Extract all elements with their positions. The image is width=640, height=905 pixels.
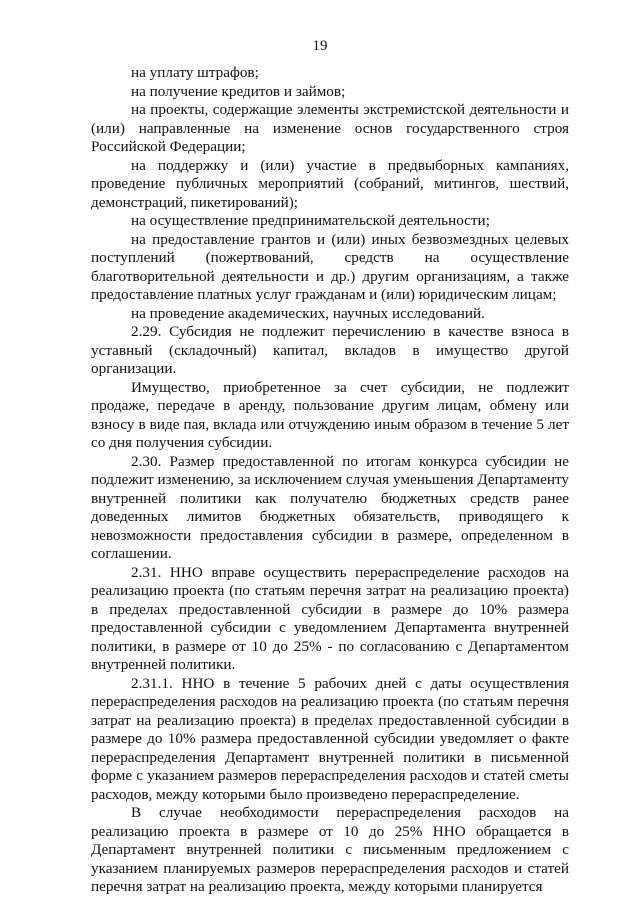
paragraph-2-30: 2.30. Размер предоставленной по итогам конкурса субсидии не подлежит изменению, за исключением случая уменьшения Департаменту внутренней политики как получателю бюджетных средств ранее доведенных лимитов бюджетных обязательств, приводящего к невозможности предоставления субсидии в размере, определенном в соглашении. xyxy=(91,452,569,562)
page-number: 19 xyxy=(312,38,328,54)
paragraph-election-campaigns: на поддержку и (или) участие в предвыборных кампаниях, проведение публичных мероприятий (собраний, митингов, шествий, демонстраций, пикетирований); xyxy=(91,156,569,211)
paragraph-redistribution-request: В случае необходимости перераспределения расходов на реализацию проекта в размере от 10 до 25% ННО обращается в Департамент внутренней политики с письменным предложением с указанием планируемых размеров перераспределения расходов и статей перечня затрат на реализацию проекта, между которыми планируется xyxy=(91,804,569,895)
paragraph-fines: на уплату штрафов; xyxy=(131,64,259,81)
paragraph-extremist-projects: на проекты, содержащие элементы экстремистской деятельности и (или) направленные на изменение основ государственного строя Российской Федерации; xyxy=(91,101,569,155)
paragraph-research: на проведение академических, научных исследований. xyxy=(131,304,485,322)
paragraph-2-31-1: 2.31.1. ННО в течение 5 рабочих дней с даты осуществления перераспределения расходов на реализацию проекта (по статьям перечня затрат на реализацию проекта) в пределах предоставленной субсидии в размере до 10% размера предоставленной субсидии уведомляет о факте перераспределения Департамент внутренней политики в письменной форме с указанием размеров перераспределения расходов и статей сметы расходов, между которыми было произведено перераспределение. xyxy=(91,674,569,803)
document-body xyxy=(91,64,569,897)
paragraph-2-29: 2.29. Субсидия не подлежит перечислению в качестве взноса в уставный (складочный) капитал, вкладов в имущество другой организации. xyxy=(91,323,569,377)
paragraph-2-31: 2.31. ННО вправе осуществить перераспределение расходов на реализацию проекта (по статьям перечня затрат на реализацию проекта) в пределах предоставленной субсидии в размере до 10% размера предоставленной субсидии с уведомлением Департамента внутренней политики, в размере от 10 до 25% - по согласованию с Департаментом внутренней политики. xyxy=(91,563,569,673)
paragraph-grants: на предоставление грантов и (или) иных безвозмездных целевых поступлений (пожертвований, средств на осуществление благотворительной деятельности и др.) другим организациям, а также предоставление платных услуг гражданам и (или) юридическим лицам; xyxy=(91,230,569,303)
paragraph-loans: на получение кредитов и займов; xyxy=(131,82,346,100)
paragraph-property: Имущество, приобретенное за счет субсидии, не подлежит продаже, передаче в аренду, пользование другим лицам, обмену или взносу в виде пая, вклада или отчуждению иным образом в течение 5 лет со дня получения субсидии. xyxy=(91,378,569,451)
paragraph-entrepreneurship: на осуществление предпринимательской деятельности; xyxy=(131,212,490,229)
